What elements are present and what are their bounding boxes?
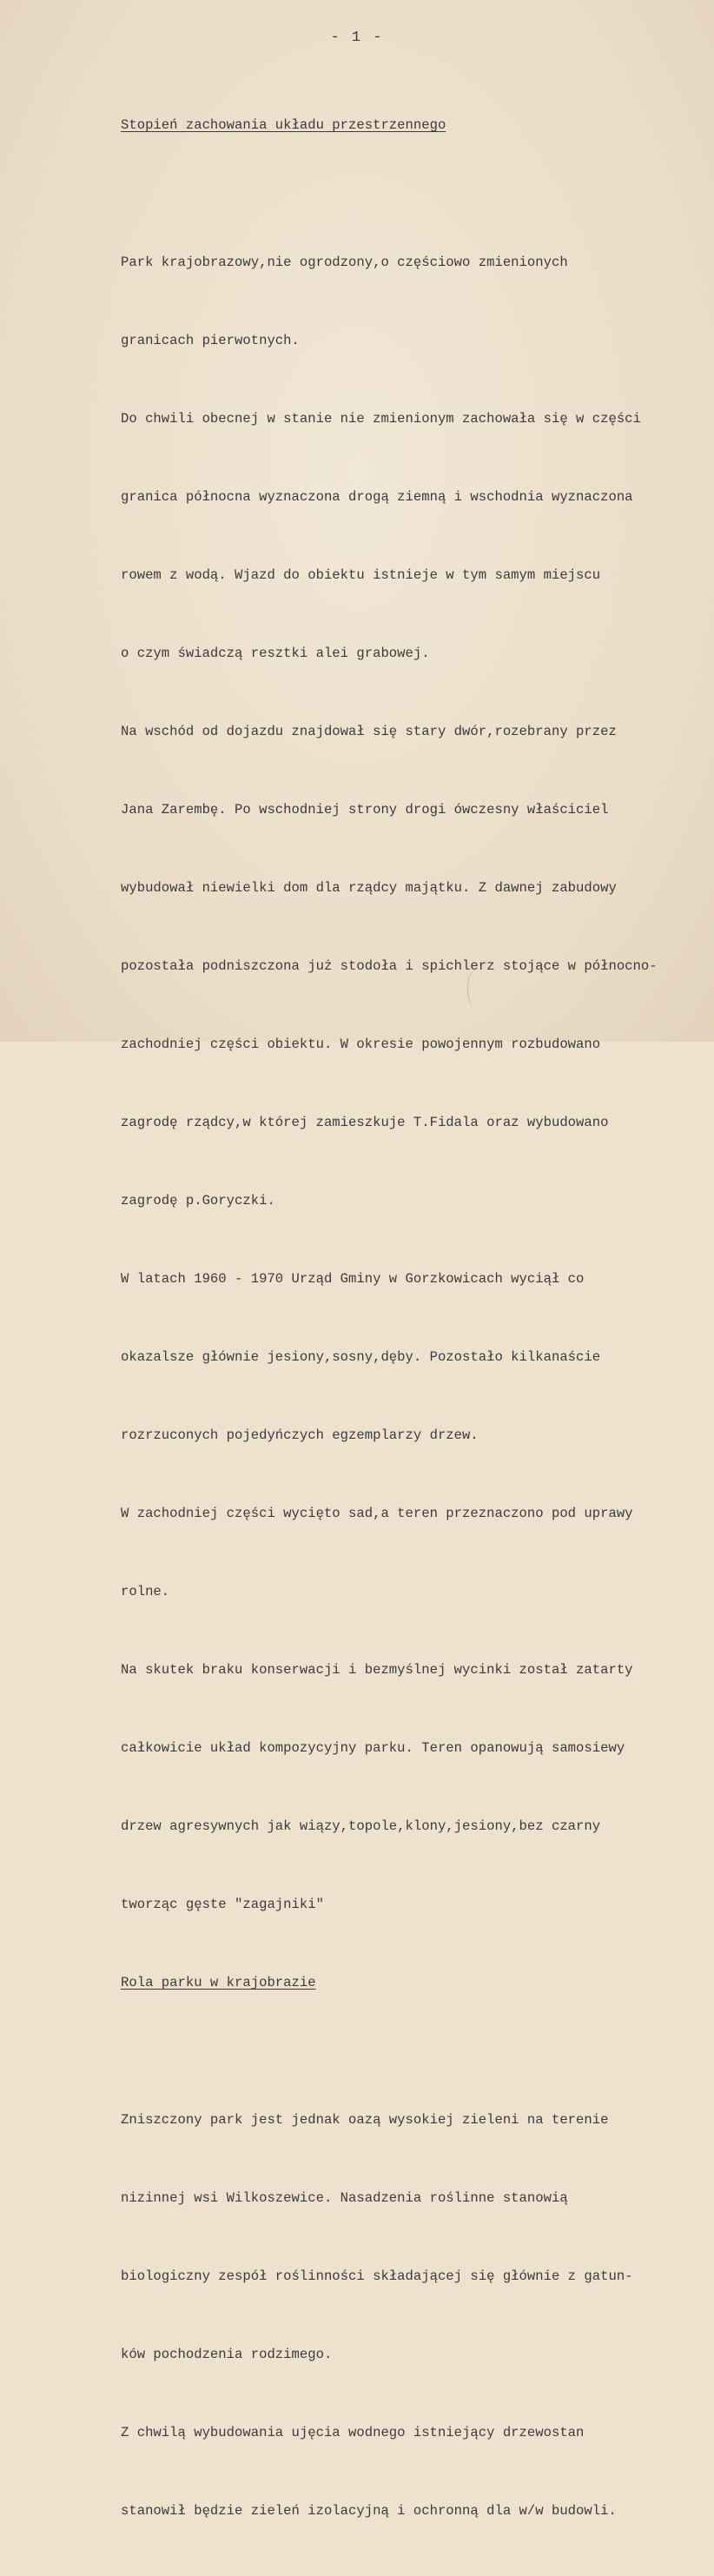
paragraph-line: o czym świadczą resztki alei grabowej.	[121, 646, 430, 661]
paragraph-line: wybudował niewielki dom dla rządcy majątku. Z dawnej zabudowy	[121, 880, 617, 896]
paragraph-line: okazalsze głównie jesiony,sosny,dęby. Pozostało kilkanaście	[121, 1349, 601, 1365]
paragraph-line: Zniszczony park jest jednak oazą wysokiej zieleni na terenie	[121, 2112, 609, 2128]
paragraph-line: rowem z wodą. Wjazd do obiektu istnieje w tym samym miejscu	[121, 567, 601, 583]
paragraph-line: Na skutek braku konserwacji i bezmyślnej wycinki został zatarty	[121, 1662, 633, 1678]
paragraph-line: całkowicie układ kompozycyjny parku. Teren opanowują samosiewy	[121, 1740, 625, 1756]
paragraph-line: pozostała podniszczona już stodoła i spichlerz stojące w północno-	[121, 958, 658, 974]
paragraph-line: rozrzuconych pojedyńczych egzemplarzy drzew.	[121, 1427, 479, 1443]
paragraph-line: ków pochodzenia rodzimego.	[121, 2347, 333, 2362]
paragraph-line: stanowił będzie zieleń izolacyjną i ochronną dla w/w budowli.	[121, 2503, 617, 2519]
section-heading-spatial-layout: Stopień zachowania układu przestrzennego	[121, 117, 446, 133]
paragraph-line: zagrodę rządcy,w której zamieszkuje T.Fidala oraz wybudowano	[121, 1115, 609, 1130]
paragraph-line: Na wschód od dojazdu znajdował się stary dwór,rozebrany przez	[121, 724, 617, 739]
paragraph-line: Park krajobrazowy,nie ogrodzony,o częściowo zmienionych	[121, 255, 568, 270]
section-heading-park-role: Rola parku w krajobrazie	[121, 1975, 316, 1990]
document-body	[121, 60, 703, 2576]
page-number: - 1 -	[330, 30, 384, 46]
paragraph-line: Z chwilą wybudowania ujęcia wodnego istniejący drzewostan	[121, 2425, 585, 2440]
paragraph-line: zachodniej części obiektu. W okresie powojennym rozbudowano	[121, 1036, 601, 1052]
paragraph-line: zagrodę p.Goryczki.	[121, 1193, 275, 1209]
paragraph-line: W zachodniej części wycięto sad,a teren przeznaczono pod uprawy	[121, 1506, 633, 1521]
paragraph-line: rolne.	[121, 1584, 170, 1599]
paper-crease-mark	[467, 971, 480, 1006]
paragraph-line: Jana Zarembę. Po wschodniej strony drogi ówczesny właściciel	[121, 802, 609, 818]
paragraph-line: Do chwili obecnej w stanie nie zmienionym zachowała się w części	[121, 411, 641, 427]
paragraph-line: biologiczny zespół roślinności składającej się głównie z gatun-	[121, 2268, 633, 2284]
paragraph-line: drzew agresywnych jak wiązy,topole,klony,jesiony,bez czarny	[121, 1818, 601, 1834]
paragraph-line: granica północna wyznaczona drogą ziemną i wschodnia wyznaczona	[121, 489, 633, 505]
paragraph-line: nizinnej wsi Wilkoszewice. Nasadzenia roślinne stanowią	[121, 2190, 568, 2206]
paragraph-line: granicach pierwotnych.	[121, 333, 300, 348]
paragraph-line: W latach 1960 - 1970 Urząd Gminy w Gorzkowicach wyciął co	[121, 1271, 585, 1287]
paragraph-line: tworząc gęste "zagajniki"	[121, 1897, 324, 1912]
